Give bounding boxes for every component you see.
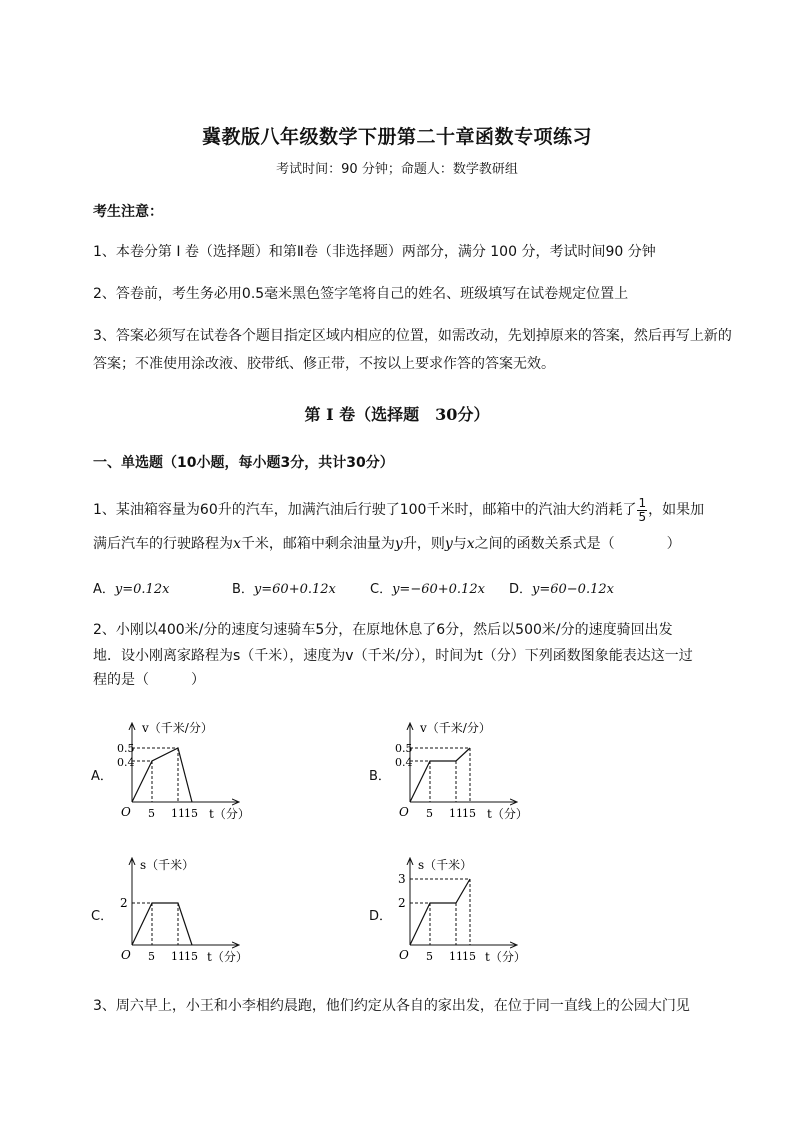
q2-option-d-label[interactable]: D． [369,909,393,924]
x-tick-label: 5 [426,807,433,820]
graph-line [410,879,470,945]
y-tick-label: 2 [398,896,406,910]
option-expr: y=0.12x [114,582,170,597]
q1-text-g: 之间的函数关系式是（ [474,536,615,552]
y-tick-label: 3 [398,872,406,886]
x-tick-label: 5 [148,950,155,963]
question-2-line-1: 2、小刚以400米/分的速度匀速骑车5分，在原地休息了6分，然后以500米/分的速度骑回出发 [93,622,673,638]
x-axis-label: t（分） [485,950,526,964]
graph-line [410,748,470,802]
q1-text-c: 满后汽车的行驶路程为 [93,536,233,552]
q1-option-d[interactable] [509,578,614,597]
q2-graph-d[interactable] [388,853,538,968]
origin-label: O [121,805,131,819]
x-tick-label: 15 [184,950,198,963]
option-expr: y=60+0.12x [253,582,336,597]
exam-subtitle: 考试时间：90 分钟；命题人：数学教研组 [276,162,518,177]
fraction-one-fifth [637,497,647,524]
q2-option-b-label[interactable]: B． [369,769,391,784]
x-axis-label: t（分） [207,950,248,964]
y-axis-label: s（千米） [140,858,195,872]
notice-item-1: 1、本卷分第 I 卷（选择题）和第Ⅱ卷（非选择题）两部分，满分 100 分，考试时间90 分钟 [93,244,656,260]
option-expr: y=60−0.12x [532,582,614,597]
var-x: x [233,536,241,552]
x-tick-label: 15 [462,807,476,820]
origin-label: O [399,805,409,819]
q2-option-c-label[interactable]: C． [91,909,114,924]
section-title: 一、单选题（10小题，每小题3分，共计30分） [93,455,394,471]
q1-text-e: 升，则 [402,536,445,552]
q1-option-c[interactable] [370,578,485,597]
q1-text-h: ） [666,536,681,552]
q1-option-b[interactable] [232,578,336,597]
q2-graph-b[interactable] [388,712,538,827]
notice-item-3: 3、答案必须写在试卷各个题目指定区域内相应的位置，如需改动，先划掉原来的答案，然后再写上新的答案；不准使用涂改液、胶带纸、修正带，不按以上要求作答的答案无效。 [93,328,732,372]
option-expr: y=−60+0.12x [392,582,485,597]
y-tick-label: 0.4 [395,756,413,769]
x-tick-label: 15 [184,807,198,820]
y-tick-label: 0.5 [395,742,413,755]
document-title: 冀教版八年级数学下册第二十章函数专项练习 [201,126,592,148]
var-y: y [444,536,453,552]
option-label: D． [509,582,533,597]
y-axis-label: v（千米/分） [142,721,213,735]
q1-text-a: 1、某油箱容量为60升的汽车，加满汽油后行驶了100千米时，邮箱中的汽油大约消耗了 [93,502,637,518]
y-tick-label: 2 [120,896,128,910]
part-title: 第 I 卷（选择题 30分） [304,405,490,424]
q2-graph-a[interactable] [110,712,260,827]
fraction-denominator: 5 [638,509,647,524]
question-3-line-1: 3、周六早上，小王和小李相约晨跑，他们约定从各自的家出发，在位于同一直线上的公园大门见 [93,998,690,1014]
y-axis-label: v（千米/分） [420,721,491,735]
fraction-numerator: 1 [638,495,647,510]
x-axis-label: t（分） [209,807,250,821]
q1-text-f: 与 [452,536,467,552]
x-tick-label: 5 [148,807,155,820]
x-tick-label: 11 [449,950,463,963]
var-x: x [466,536,475,552]
option-label: C． [370,582,393,597]
question-2-line-2: 地．设小刚离家路程为s（千米），速度为v（千米/分），时间为t（分）下列函数图象能表达这一过 [93,648,693,664]
graph-line [132,903,192,945]
y-axis-label: s（千米） [418,858,473,872]
notice-heading: 考生注意： [93,204,163,220]
y-tick-label: 0.5 [117,742,135,755]
q2-graph-c[interactable] [110,853,260,968]
origin-label: O [399,948,409,962]
option-label: A． [93,582,115,597]
q1-text-b: ，如果加 [648,502,705,518]
notice-item-2: 2、答卷前，考生务必用0.5毫米黑色签字笔将自己的姓名、班级填写在试卷规定位置上 [93,286,629,302]
x-axis-label: t（分） [487,807,528,821]
q1-option-a[interactable] [93,578,169,597]
q2-option-a-label[interactable]: A． [91,769,113,784]
question-1-line-1 [93,496,743,524]
option-label: B． [232,582,254,597]
question-2-line-3: 程的是（ ） [93,672,205,688]
origin-label: O [121,948,131,962]
var-y: y [394,536,403,552]
x-tick-label: 15 [462,950,476,963]
y-tick-label: 0.4 [117,756,135,769]
question-1-line-2 [93,530,743,558]
x-tick-label: 11 [171,950,185,963]
x-tick-label: 11 [171,807,185,820]
x-tick-label: 11 [449,807,463,820]
graph-line [132,748,192,802]
q1-text-d: 千米，邮箱中剩余油量为 [240,536,395,552]
x-tick-label: 5 [426,950,433,963]
